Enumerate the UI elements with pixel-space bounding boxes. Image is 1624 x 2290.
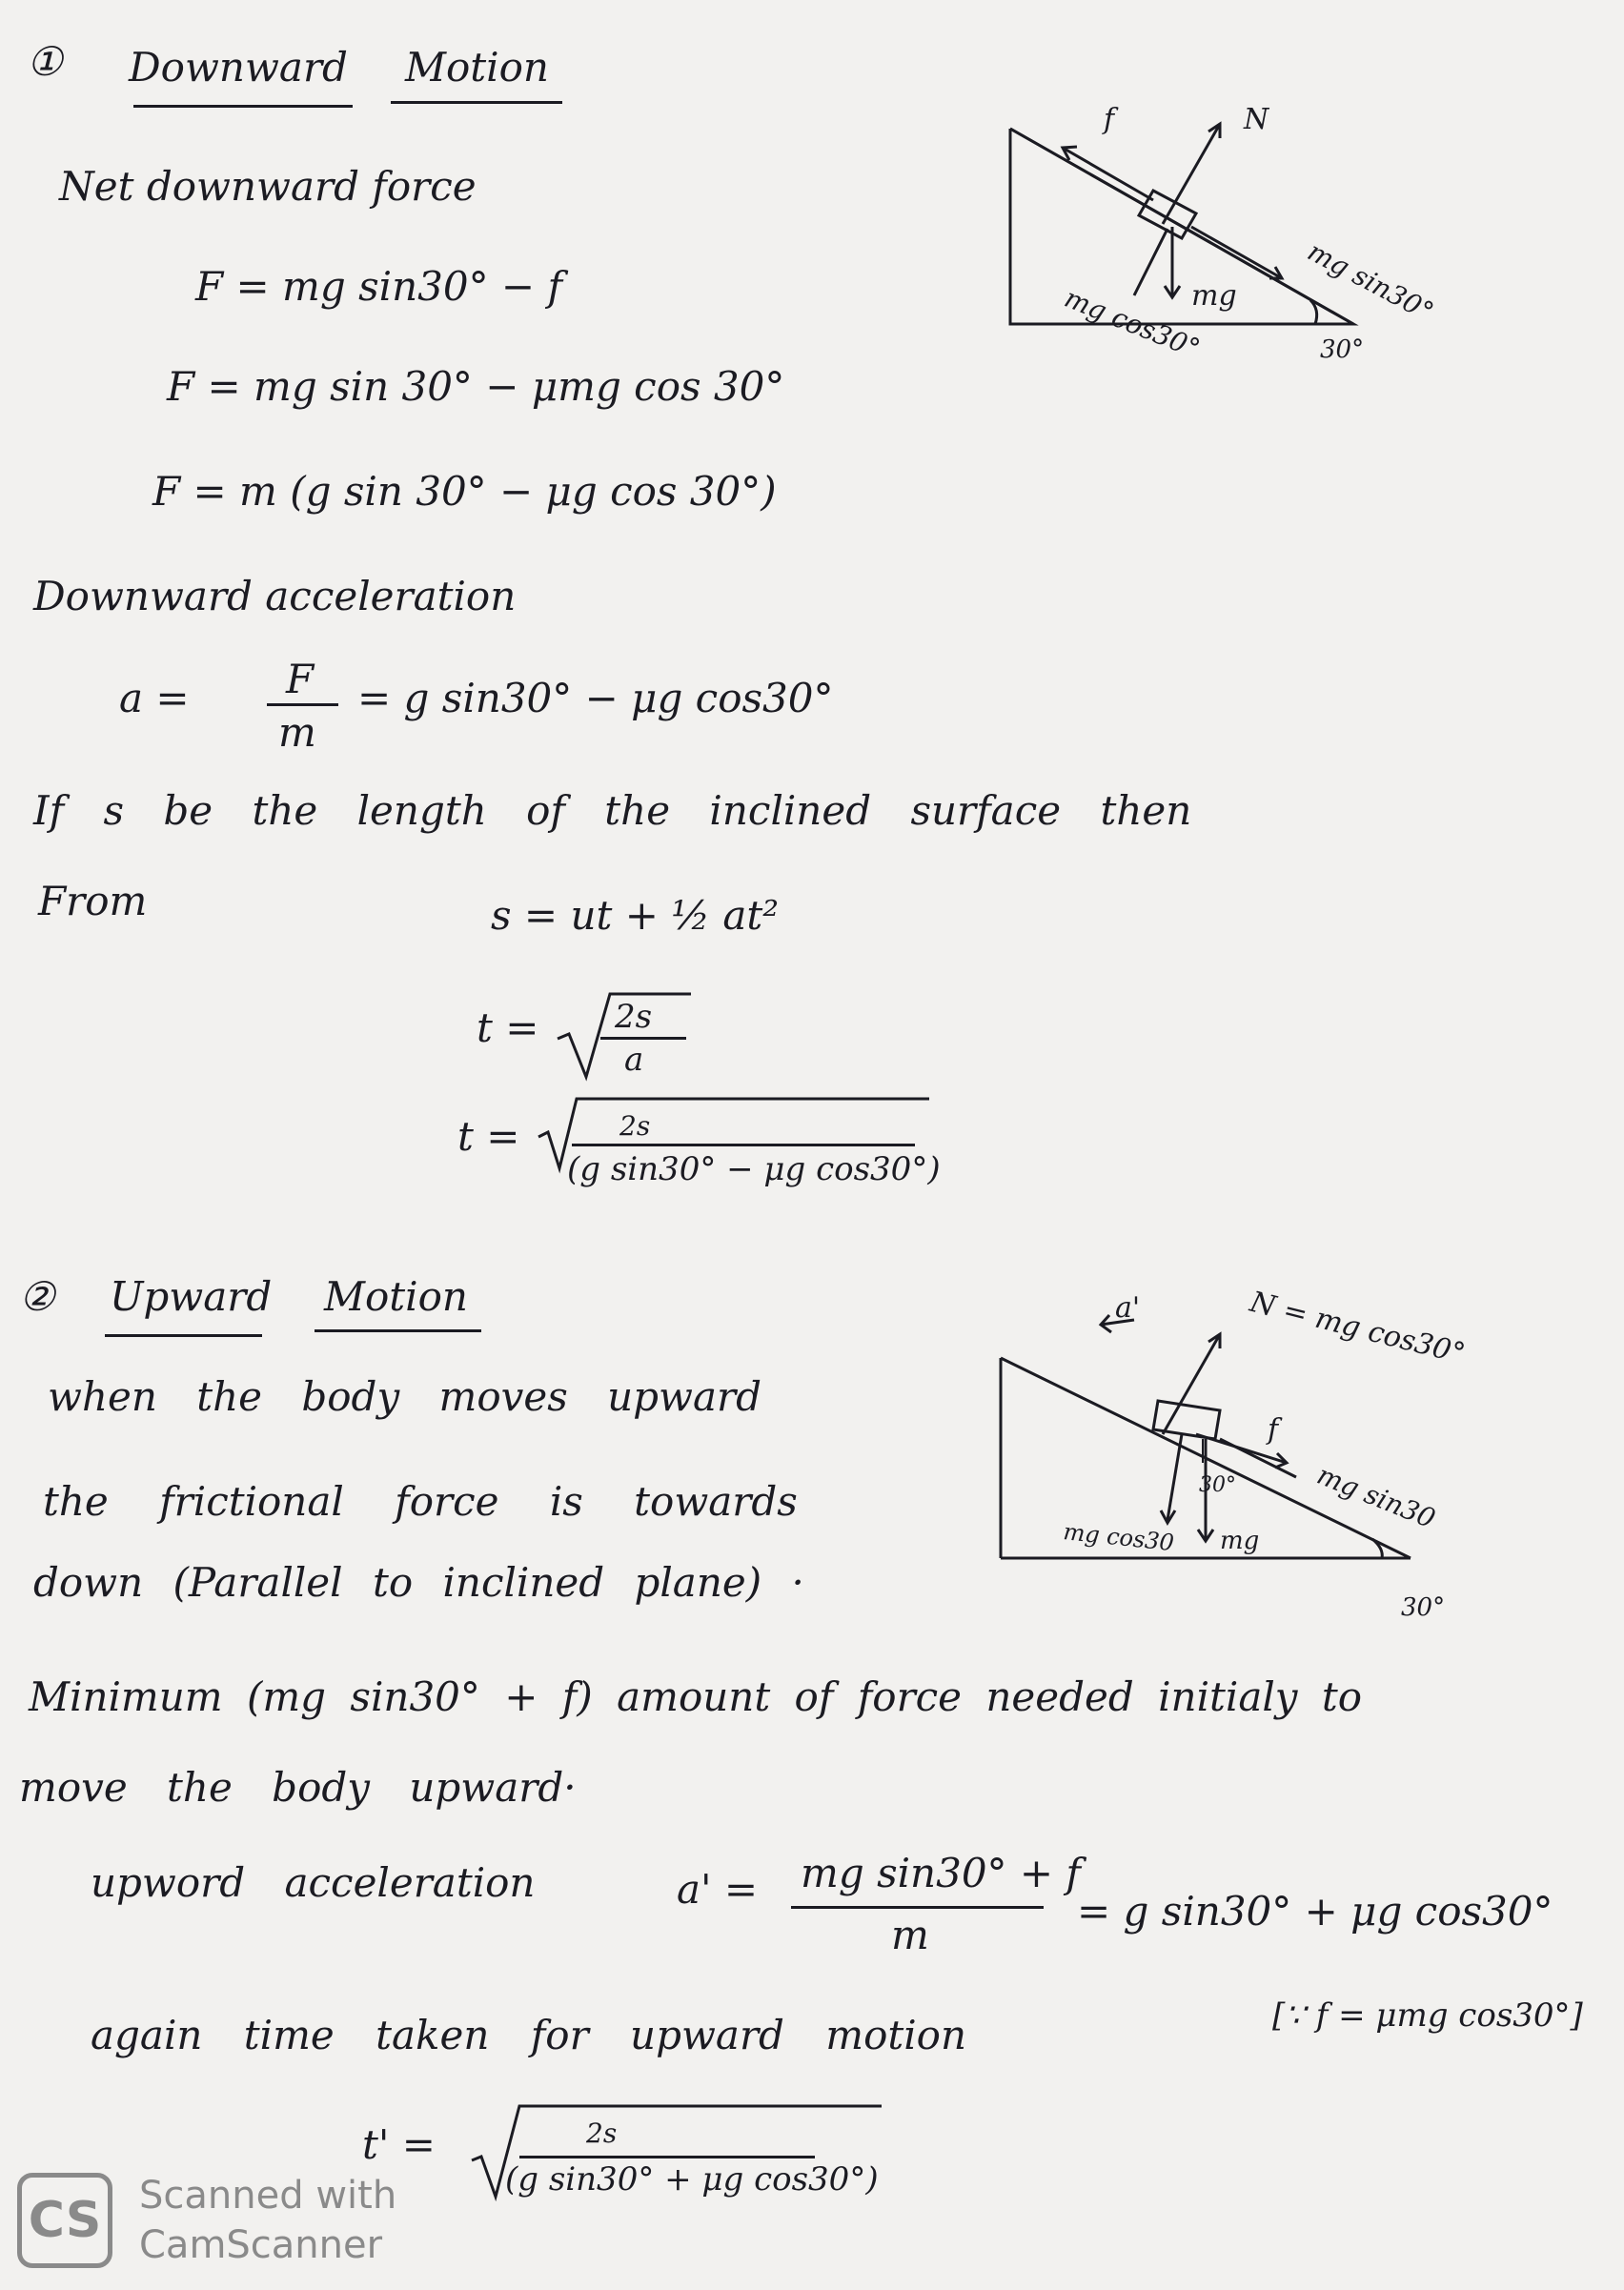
t-lhs: t =: [477, 1004, 539, 1051]
upward-accel-rhs: = g sin30° + μg cos30°: [1077, 1888, 1553, 1935]
t2-lhs: t =: [457, 1113, 520, 1160]
diagram1-label-angle: 30°: [1320, 335, 1365, 364]
section2-number: ②: [19, 1273, 55, 1320]
diagram2-label-mgcos: mg cos30: [1062, 1518, 1176, 1557]
again-time-line: again time taken for upward motion: [91, 2012, 967, 2058]
diagram2-label-a-prime: a': [1115, 1291, 1141, 1325]
section1-title-underline2: [391, 101, 562, 104]
diagram2-label-angle: 30°: [1401, 1593, 1446, 1622]
camscanner-line2: CamScanner: [139, 2223, 383, 2267]
section1-title-word2: Motion: [405, 44, 549, 91]
from-label: From: [38, 878, 148, 924]
t-prime-denominator: (g sin30° + μg cos30°): [505, 2160, 879, 2199]
section2-title-word2: Motion: [324, 1273, 468, 1320]
section2-title-word1: Upward: [110, 1273, 273, 1320]
incline-diagram-1: [991, 105, 1601, 391]
normal-arrow-2: [1163, 1334, 1220, 1434]
upward-accel-numerator: mg sin30° + f: [801, 1850, 1081, 1896]
upward-accel-fraction-bar: [791, 1906, 1044, 1909]
diagram2-label-f: f: [1268, 1413, 1279, 1447]
camscanner-logo: CS: [17, 2173, 112, 2268]
upward-accel-denominator: m: [891, 1912, 929, 1958]
length-sentence: If s be the length of the inclined surface then: [33, 787, 1192, 834]
diagram2-label-angle-block: 30°: [1199, 1473, 1236, 1497]
accel-fraction-bar: [267, 703, 338, 706]
diagram1-label-mg: mg: [1191, 279, 1237, 313]
upward-accel-lhs: a' =: [677, 1866, 759, 1913]
accel-denominator: m: [278, 709, 316, 756]
t-prime-lhs: t' =: [362, 2121, 436, 2168]
upward-line-3: down (Parallel to inclined plane) ·: [33, 1559, 804, 1606]
accel-label: Downward acceleration: [33, 573, 517, 619]
accel-lhs: a =: [119, 675, 190, 721]
friction-note: [∵ f = μmg cos30°]: [1272, 1996, 1583, 2035]
mgcos-arrow-1: [1134, 229, 1167, 295]
section1-title-underline1: [133, 105, 353, 108]
section2-title-underline1: [105, 1334, 262, 1337]
mgsin-arrow-1: [1191, 227, 1282, 278]
minimum-force-line: Minimum (mg sin30° + f) amount of force needed initialy to: [29, 1673, 1363, 1720]
t2-denominator: (g sin30° − μg cos30°): [567, 1150, 941, 1188]
t2-numerator: 2s: [619, 1110, 651, 1142]
move-upward-line: move the body upward·: [19, 1764, 577, 1811]
equation-2: F = mg sin 30° − μmg cos 30°: [167, 363, 785, 410]
accel-rhs: = g sin30° − μg cos30°: [357, 675, 834, 721]
t-numerator: 2s: [615, 998, 653, 1036]
t-denominator: a: [624, 1041, 644, 1079]
diagram1-label-mgcos: mg cos30°: [1060, 281, 1205, 365]
upward-line-2: the frictional force is towards: [43, 1478, 798, 1525]
t-fraction-bar: [600, 1037, 686, 1040]
kinematic-equation: s = ut + ½ at²: [491, 892, 780, 939]
normal-arrow-1: [1163, 124, 1220, 224]
net-force-label: Net downward force: [59, 163, 477, 210]
camscanner-text: [139, 2171, 396, 2270]
friction-arrow-1: [1063, 148, 1153, 200]
diagram1-label-N: N: [1244, 103, 1269, 136]
mgcos-arrow-2: [1167, 1434, 1182, 1520]
camscanner-line1: Scanned with: [139, 2174, 397, 2218]
incline-diagram-2: [991, 1285, 1601, 1622]
camscanner-watermark: [17, 2171, 396, 2270]
equation-1: F = mg sin30° − f: [195, 263, 563, 310]
diagram2-label-mgsin: mg sin30: [1312, 1458, 1440, 1535]
diagram2-label-mg: mg: [1220, 1527, 1260, 1555]
diagram1-label-f: f: [1104, 103, 1115, 136]
t2-fraction-bar: [572, 1144, 915, 1146]
diagram1-label-mgsin: mg sin30°: [1302, 235, 1439, 328]
upward-line-1: when the body moves upward: [48, 1373, 762, 1420]
upward-accel-label: upword acceleration: [91, 1859, 536, 1906]
section2-title-underline2: [315, 1329, 481, 1332]
t-prime-numerator: 2s: [586, 2118, 618, 2149]
diagram2-label-N-eq: N = mg cos30°: [1247, 1285, 1469, 1371]
section1-number: ①: [27, 38, 63, 85]
section1-title-word1: Downward: [129, 44, 348, 91]
accel-numerator: F: [286, 656, 315, 702]
equation-3: F = m (g sin 30° − μg cos 30°): [152, 468, 777, 515]
t-prime-fraction-bar: [519, 2156, 815, 2158]
